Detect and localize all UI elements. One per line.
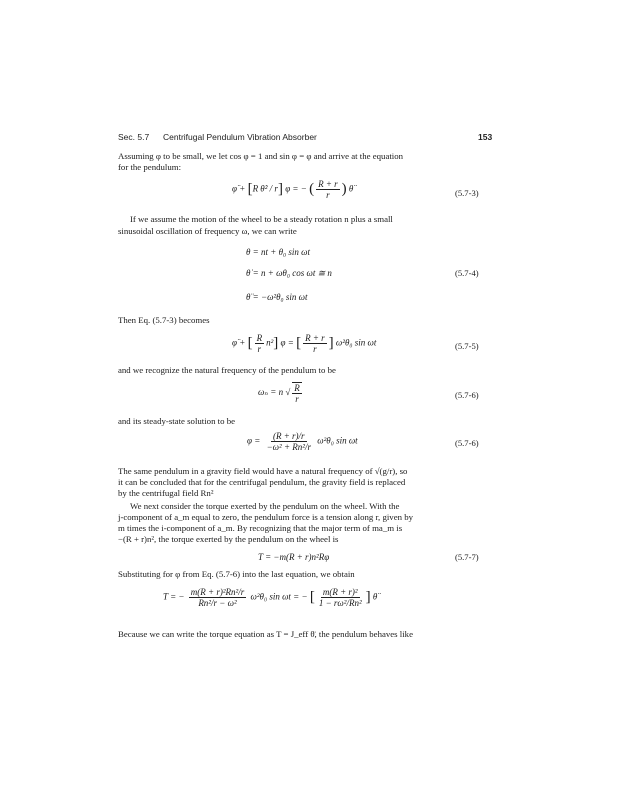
eq-bracket-tail: n² (266, 337, 274, 348)
frac-denominator: Rn²/r − ω² (198, 598, 237, 608)
equation-natural-frequency: ωₙ = n √ $\frac{R}{r}$ (258, 383, 300, 404)
frac-numerator: R + r (318, 179, 338, 189)
equation-number: (5.7-6) (455, 390, 479, 400)
eq-bracket: R θ̇² / r (252, 183, 278, 194)
paragraph-line: −(R + r)n², the torque exerted by the pendulum on the wheel is (118, 534, 339, 544)
equation-number: (5.7-3) (455, 188, 479, 198)
frac-numerator: R + r (305, 333, 325, 343)
paragraph-line: Substituting for φ from Eq. (5.7-6) into the last equation, we obtain (118, 569, 355, 579)
paragraph-line: sinusoidal oscillation of frequency ω, we can write (118, 226, 297, 236)
paragraph-line: by the centrifugal field Rn² (118, 488, 214, 498)
eq-mid: ω²θ₀ sin ωt = − (250, 591, 308, 602)
equation-number: (5.7-4) (455, 268, 479, 278)
paragraph-line: and its steady-state solution to be (118, 416, 236, 426)
paragraph-line: Assuming φ to be small, we let cos φ = 1 and sin φ = φ and arrive at the equation (118, 151, 404, 161)
eq-lhs: φ̈ + (232, 337, 246, 348)
paragraph-line: Because we can write the torque equation as T = J_eff θ̈, the pendulum behaves like (118, 629, 413, 639)
frac-numerator: R (294, 383, 300, 393)
eq-tail: θ̈ (372, 591, 378, 602)
eq-lhs: φ = (247, 435, 261, 446)
running-title: Centrifugal Pendulum Vibration Absorber (163, 132, 317, 142)
frac-denominator: r (257, 344, 262, 354)
eq-tail: ω²θ₀ sin ωt (335, 337, 377, 348)
paragraph-line: If we assume the motion of the wheel to be a steady rotation n plus a small (130, 214, 393, 224)
equation-5-7-3: φ̈ + [R θ̇² / r] φ = − ( $\frac{R + r}{r}$ ) θ̈ (232, 179, 354, 200)
equation-substituted-torque: T = − $\frac{\text{m(R + r)²Rn²/r}}{\text{Rn²/r − ω²}}$ ω²θ₀ sin ωt = − [ $\frac{\text{m(R + r)²}}{\text{1 − rω²/Rn²}}$ ] θ̈ (163, 587, 378, 608)
section-label: Sec. 5.7 (118, 132, 150, 142)
paragraph-line: We next consider the torque exerted by the pendulum on the wheel. With the (130, 501, 400, 511)
eq-mid: φ = − (285, 183, 307, 194)
paragraph-line: The same pendulum in a gravity field would have a natural frequency of √(g/r), so (118, 466, 408, 476)
frac-numerator: m(R + r)² (322, 587, 358, 597)
frac-numerator: m(R + r)²Rn²/r (190, 587, 245, 597)
eq-lhs: φ̈ + (232, 183, 246, 194)
frac-denominator: r (313, 344, 317, 354)
frac-denominator: −ω² + Rn²/r (266, 442, 311, 452)
equation-steady-state (247, 431, 358, 452)
paragraph-line: for the pendulum: (118, 162, 182, 172)
frac-denominator: r (326, 190, 330, 200)
eq-tail: θ̈ (348, 183, 354, 194)
paragraph-line: Then Eq. (5.7-3) becomes (118, 315, 210, 325)
frac-numerator: (R + r)/r (272, 431, 305, 441)
paragraph-line: m times the i-component of a_m. By recognizing that the major term of ma_m is (118, 523, 403, 533)
paragraph-line: and we recognize the natural frequency of the pendulum to be (118, 365, 336, 375)
equation-5-7-4-b: θ̇ = n + ωθ₀ cos ωt ≅ n (246, 268, 332, 278)
equation-5-7-4-a: θ = nt + θ₀ sin ωt (246, 247, 310, 257)
page-number: 153 (478, 132, 493, 142)
equation-torque: T = −m(R + r)n²Rφ (258, 552, 330, 562)
equation-5-7-5: φ̈ + [ $\frac{R}{r}$ n²] φ = [ $\frac{R + r}{r}$ ] ω²θ₀ sin ωt (232, 333, 377, 354)
equation-number: (5.7-5) (455, 341, 479, 351)
eq-lhs: T = − (163, 591, 185, 602)
eq-mid: φ = (280, 337, 294, 348)
frac-numerator: R (256, 333, 263, 343)
paragraph-line: j-component of a_m equal to zero, the pendulum force is a tension along r, given by (118, 512, 413, 522)
frac-denominator: 1 − rω²/Rn² (318, 598, 362, 608)
frac-denominator: r (295, 394, 299, 404)
eq-tail: ω²θ₀ sin ωt (317, 435, 358, 446)
equation-5-7-4-c: θ̈ = −ω²θ₀ sin ωt (246, 292, 308, 302)
equation-number: (5.7-6) (455, 438, 479, 448)
equation-number: (5.7-7) (455, 552, 479, 562)
eq-lhs: ωₙ = n (258, 387, 284, 398)
paragraph-line: it can be concluded that for the centrifugal pendulum, the gravity field is replaced (118, 477, 406, 487)
